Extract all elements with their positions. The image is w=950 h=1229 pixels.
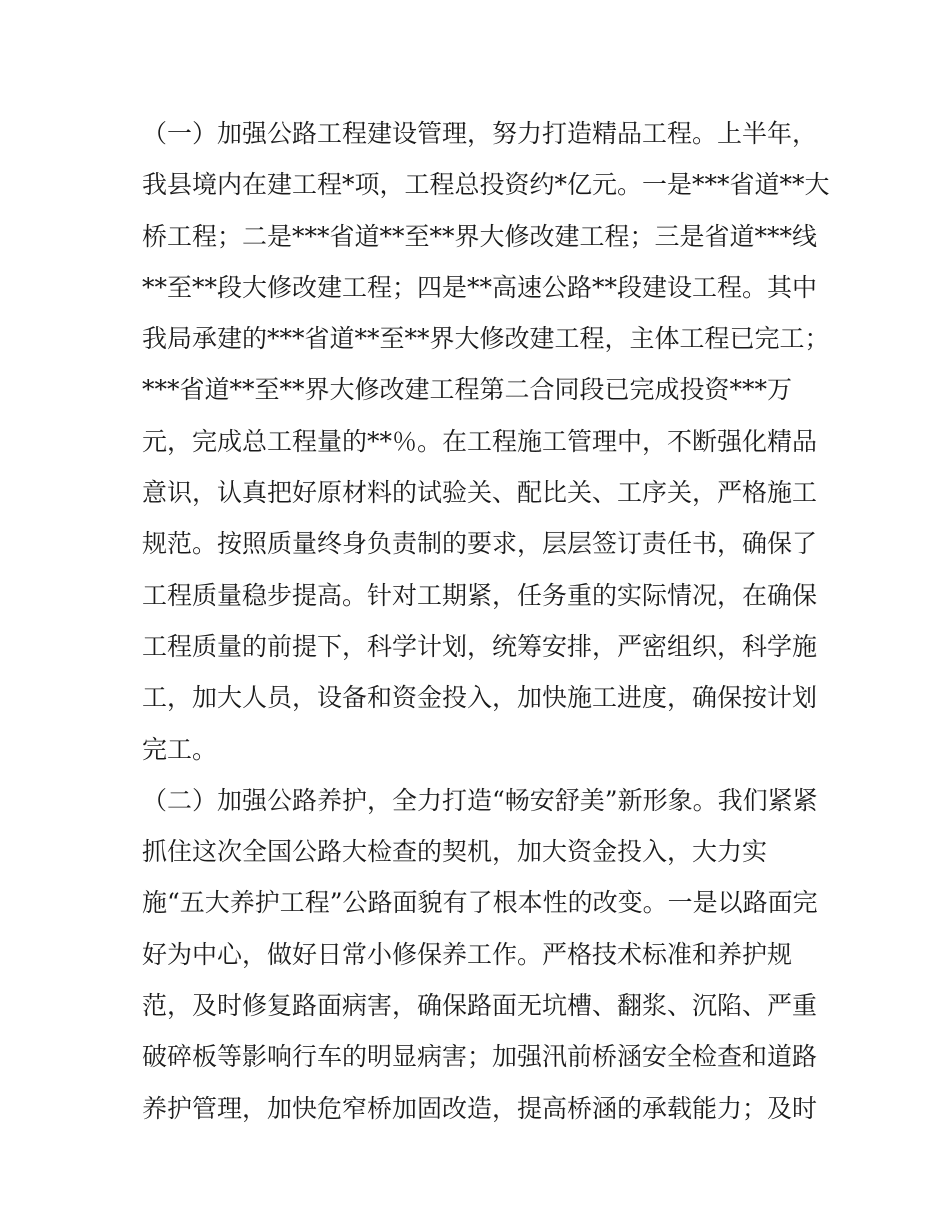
text-line: （一）加强公路工程建设管理，努力打造精品工程。上半年， — [142, 119, 818, 148]
text-line: 元，完成总工程量的**％。在工程施工管理中，不断强化精品 — [142, 426, 818, 456]
text-line: 工，加大人员，设备和资金投入，加快施工进度，确保按计划 — [142, 683, 818, 713]
text-line: 我局承建的***省道**至**界大修改建工程，主体工程已完工； — [142, 324, 830, 354]
text-line: 我县境内在建工程*项，工程总投资约*亿元。一是***省道**大 — [142, 170, 830, 200]
text-line: 好为中心，做好日常小修保养工作。严格技术标准和养护规 — [142, 939, 793, 969]
text-line: **至**段大修改建工程；四是**高速公路**段建设工程。其中 — [142, 272, 818, 302]
text-line: （二）加强公路养护，全力打造“畅安舒美”新形象。我们紧紧 — [142, 785, 818, 815]
text-line: 破碎板等影响行车的明显病害；加强汛前桥涵安全检查和道路 — [142, 1042, 818, 1072]
text-line: 抓住这次全国公路大检查的契机，加大资金投入，大力实 — [142, 837, 768, 867]
text-line: ***省道**至**界大修改建工程第二合同段已完成投资***万 — [142, 375, 793, 405]
text-line: 工程质量的前提下，科学计划，统筹安排，严密组织，科学施 — [142, 631, 818, 661]
text-line: 完工。 — [142, 734, 218, 764]
text-line: 范，及时修复路面病害，确保路面无坑槽、翻浆、沉陷、严重 — [142, 991, 818, 1021]
text-line: 意识，认真把好原材料的试验关、配比关、工序关，严格施工 — [142, 478, 818, 508]
body-text — [142, 108, 830, 1134]
text-line: 施“五大养护工程”公路面貌有了根本性的改变。一是以路面完 — [142, 888, 818, 918]
text-line: 工程质量稳步提高。针对工期紧，任务重的实际情况，在确保 — [142, 580, 818, 610]
text-line: 桥工程；二是***省道**至**界大修改建工程；三是省道***线 — [142, 221, 818, 251]
text-line: 养护管理，加快危窄桥加固改造，提高桥涵的承载能力；及时 — [142, 1093, 818, 1123]
text-line: 规范。按照质量终身负责制的要求，层层签订责任书，确保了 — [142, 529, 818, 559]
